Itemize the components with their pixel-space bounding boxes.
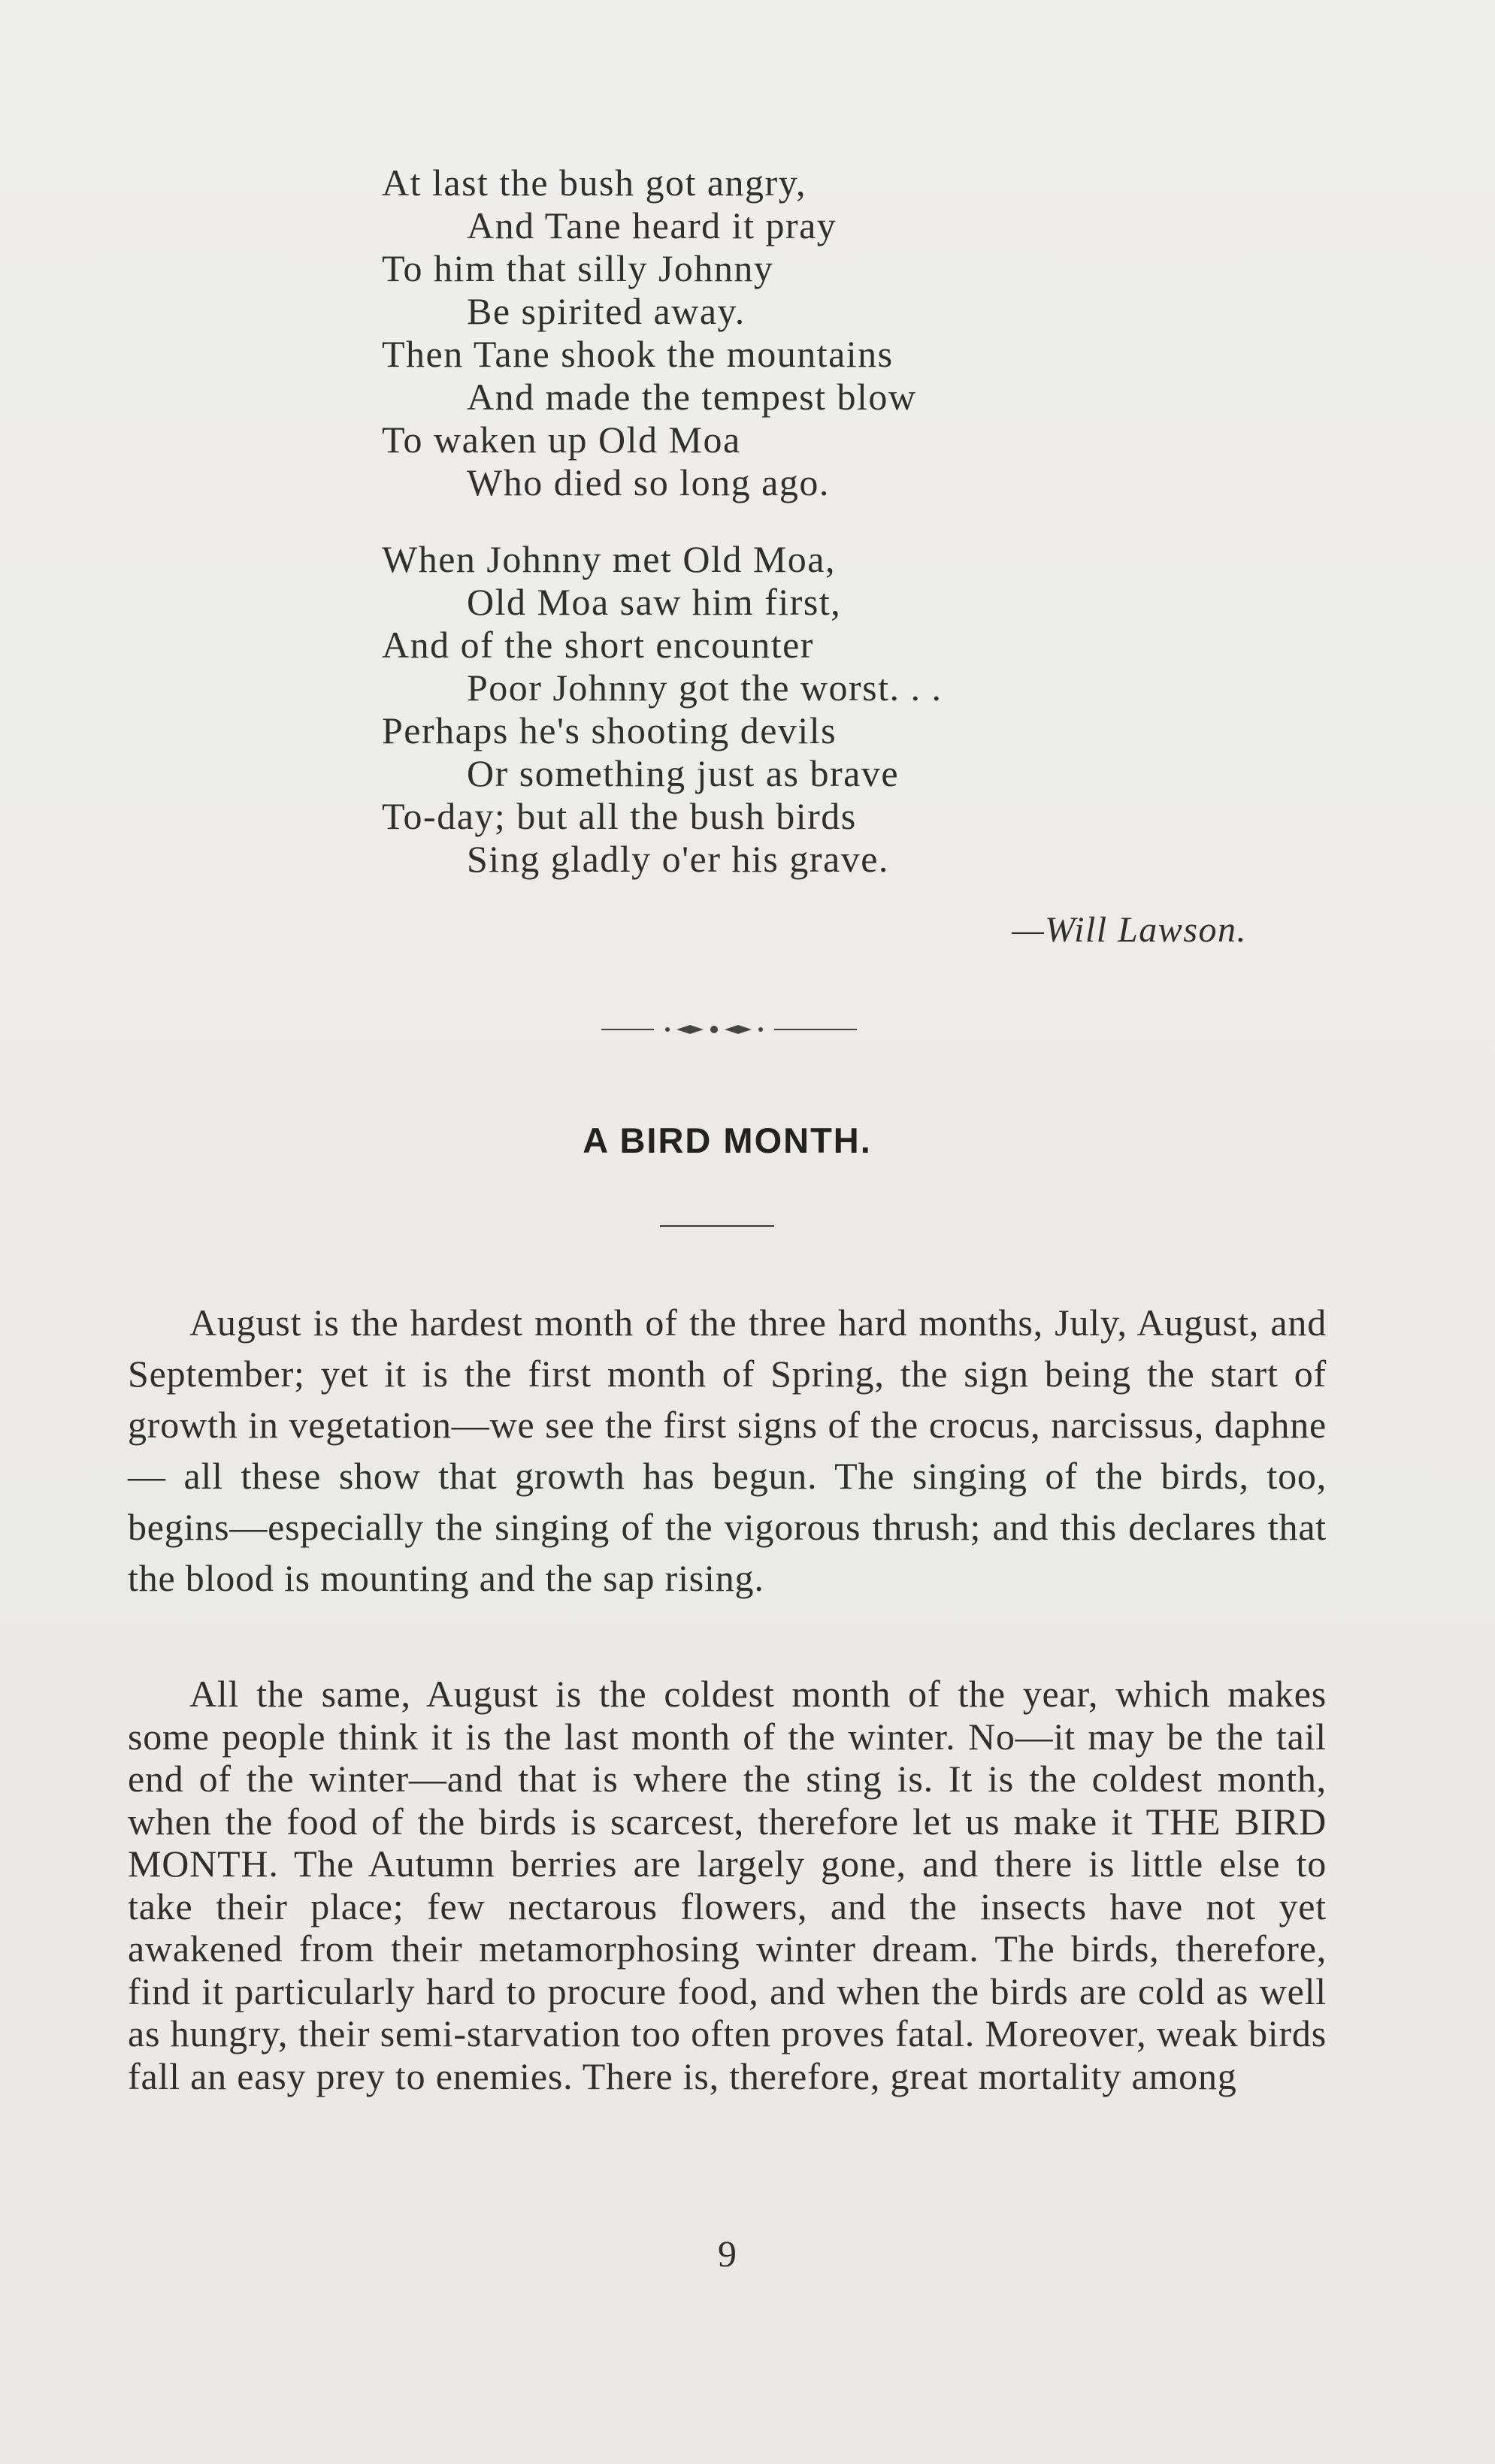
poem-stanza-2: [382, 538, 1359, 881]
article-paragraph: August is the hardest month of the three hard months, July, August, and September; yet it is the first month of Spring, the sign being the start of growth in vegetation—we see the first signs of the crocus, narcissus, daphne — all these show that growth has begun. The singing of the birds, too, begins—especially the singing of the vigorous thrush; and this declares that the blood is mounting and the sap rising.: [128, 1302, 1327, 1599]
poem-line: Poor Johnny got the worst. . .: [467, 667, 943, 709]
poem-line: And made the tempest blow: [467, 376, 917, 418]
poem-line: When Johnny met Old Moa,: [382, 538, 836, 580]
page-number: 9: [718, 2233, 737, 2275]
poem-stanza-1: [382, 162, 1359, 504]
ornament-divider: [601, 1018, 857, 1041]
poem-line: To-day; but all the bush birds: [382, 795, 857, 837]
title-rule: [660, 1225, 774, 1227]
poem-author: —Will Lawson.: [1012, 910, 1247, 950]
poem-line: Be spirited away.: [467, 290, 746, 332]
poem-line: To him that silly Johnny: [382, 247, 774, 289]
poem-line: Sing gladly o'er his grave.: [467, 838, 889, 880]
poem-line: Or something just as brave: [467, 752, 900, 794]
poem-line: Who died so long ago.: [467, 461, 830, 503]
poem-line: Perhaps he's shooting devils: [382, 709, 837, 751]
poem-line: At last the bush got angry,: [382, 162, 807, 204]
poem-line: To waken up Old Moa: [382, 419, 741, 461]
poem-line: Then Tane shook the mountains: [382, 333, 894, 375]
article-paragraph: All the same, August is the coldest month of the year, which makes some people think it is the last month of the winter. No—it may be the tail end of the winter—and that is where the sting is. It is the coldest month, when the food of the birds is scarcest, therefore let us make it THE BIRD MONTH. The Autumn berries are largely gone, and there is little else to take their place; few nectarous flowers, and the insects have not yet awakened from their metamorphosing winter dream. The birds, therefore, find it particularly hard to procure food, and when the birds are cold as well as hungry, their semi-starvation too often proves fatal. Moreover, weak birds fall an easy prey to enemies. There is, therefore, great mortality among: [128, 1673, 1327, 2097]
poem-line: And of the short encounter: [382, 624, 814, 666]
article-title: A BIRD MONTH.: [583, 1120, 872, 1160]
poem-line: Old Moa saw him first,: [467, 581, 842, 623]
poem-line: And Tane heard it pray: [467, 204, 837, 246]
